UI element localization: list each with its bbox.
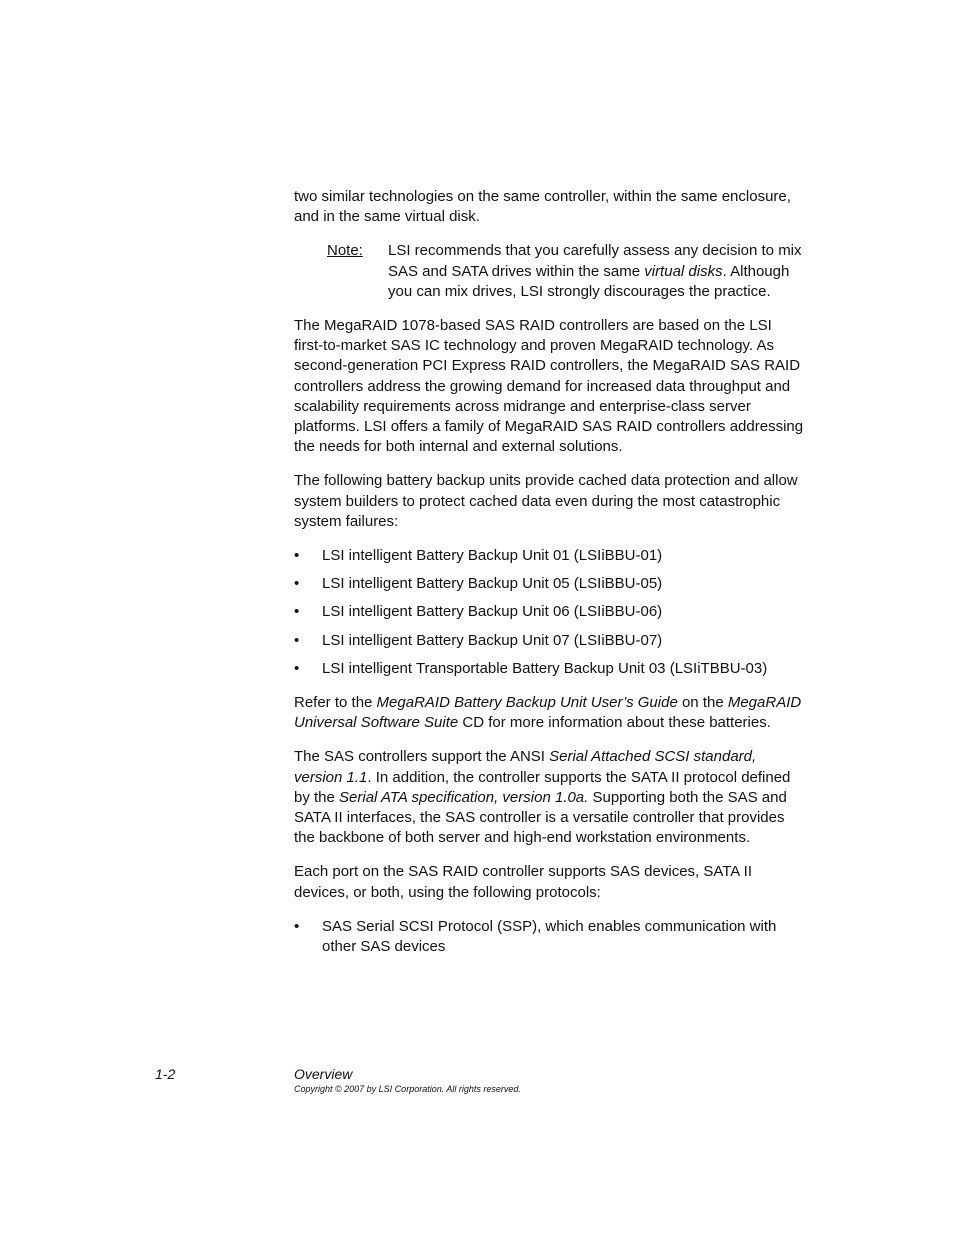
note-text-end: . Although you can mix drives, LSI strongly discourages the practice. [388,262,790,300]
intro-paragraph: two similar technologies on the same controller, within the same enclosure, and in the same virtual disk. [294,188,791,226]
bullet-icon: • [294,547,300,565]
software-suite-title: MegaRAID Universal Software Suite [294,694,802,732]
guide-title: MegaRAID Battery Backup Unit User’s Guide [376,694,678,712]
refer-paragraph: Refer to the MegaRAID Battery Backup Unit User’s Guide on the MegaRAID Universal Software Suite CD for more information about these batteries. [294,694,802,732]
page-body [294,187,804,971]
battery-unit-list [294,546,804,679]
list-item: • LSI intelligent Transportable Battery Backup Unit 03 (LSIiTBBU-03) [294,659,804,679]
note-emphasis: virtual disks [644,262,723,280]
list-item: • LSI intelligent Battery Backup Unit 06 (LSIiBBU-06) [294,602,804,622]
list-item: • LSI intelligent Battery Backup Unit 05 (LSIiBBU-05) [294,574,804,594]
list-item: • LSI intelligent Battery Backup Unit 01 (LSIiBBU-01) [294,546,804,566]
sas-standard-title: Serial Attached SCSI standard, version 1.1 [294,748,757,786]
footer-section-title: Overview [294,1066,353,1082]
note-text: LSI recommends that you carefully assess any decision to mix SAS and SATA drives within the same [388,242,802,280]
battery-intro-paragraph: The following battery backup units provide cached data protection and allow system builders to protect cached data even during the most catastrophic system failures: [294,472,798,530]
bullet-icon: • [294,603,300,621]
bullet-icon: • [294,575,300,593]
list-item: • LSI intelligent Battery Backup Unit 07 (LSIiBBU-07) [294,631,804,651]
bullet-icon: • [294,659,300,677]
note-label: Note: [327,242,363,260]
megaraid-paragraph: The MegaRAID 1078-based SAS RAID controllers are based on the LSI first-to-market SAS IC technology and proven MegaRAID technology. As second-generation PCI Express RAID controllers, the MegaRAID SAS RAID controllers address the growing demand for increased data throughput and scalability requirements across midrange and enterprise-class server platforms. LSI offers a family of MegaRAID SAS RAID controllers addressing the needs for both internal and external solutions. [294,317,804,456]
copyright-notice: Copyright © 2007 by LSI Corporation. All rights reserved. [294,1084,521,1094]
note-block [294,241,804,302]
page-number: 1-2 [155,1066,176,1082]
bullet-icon: • [294,917,300,935]
list-item: • SAS Serial SCSI Protocol (SSP), which enables communication with other SAS devices [294,917,777,956]
sas-paragraph: The SAS controllers support the ANSI Serial Attached SCSI standard, version 1.1. In addition, the controller supports the SATA II protocol defined by the Serial ATA specification, version 1.0a. Supporting both the SAS and SATA II interfaces, the SAS controller is a versatile controller that provides the backbone of both server and high-end workstation environments. [294,748,791,847]
sata-spec-title: Serial ATA specification, version 1.0a. [339,788,589,806]
bullet-icon: • [294,631,300,649]
protocol-list [294,917,804,957]
port-paragraph: Each port on the SAS RAID controller supports SAS devices, SATA II devices, or both, using the following protocols: [294,863,752,901]
